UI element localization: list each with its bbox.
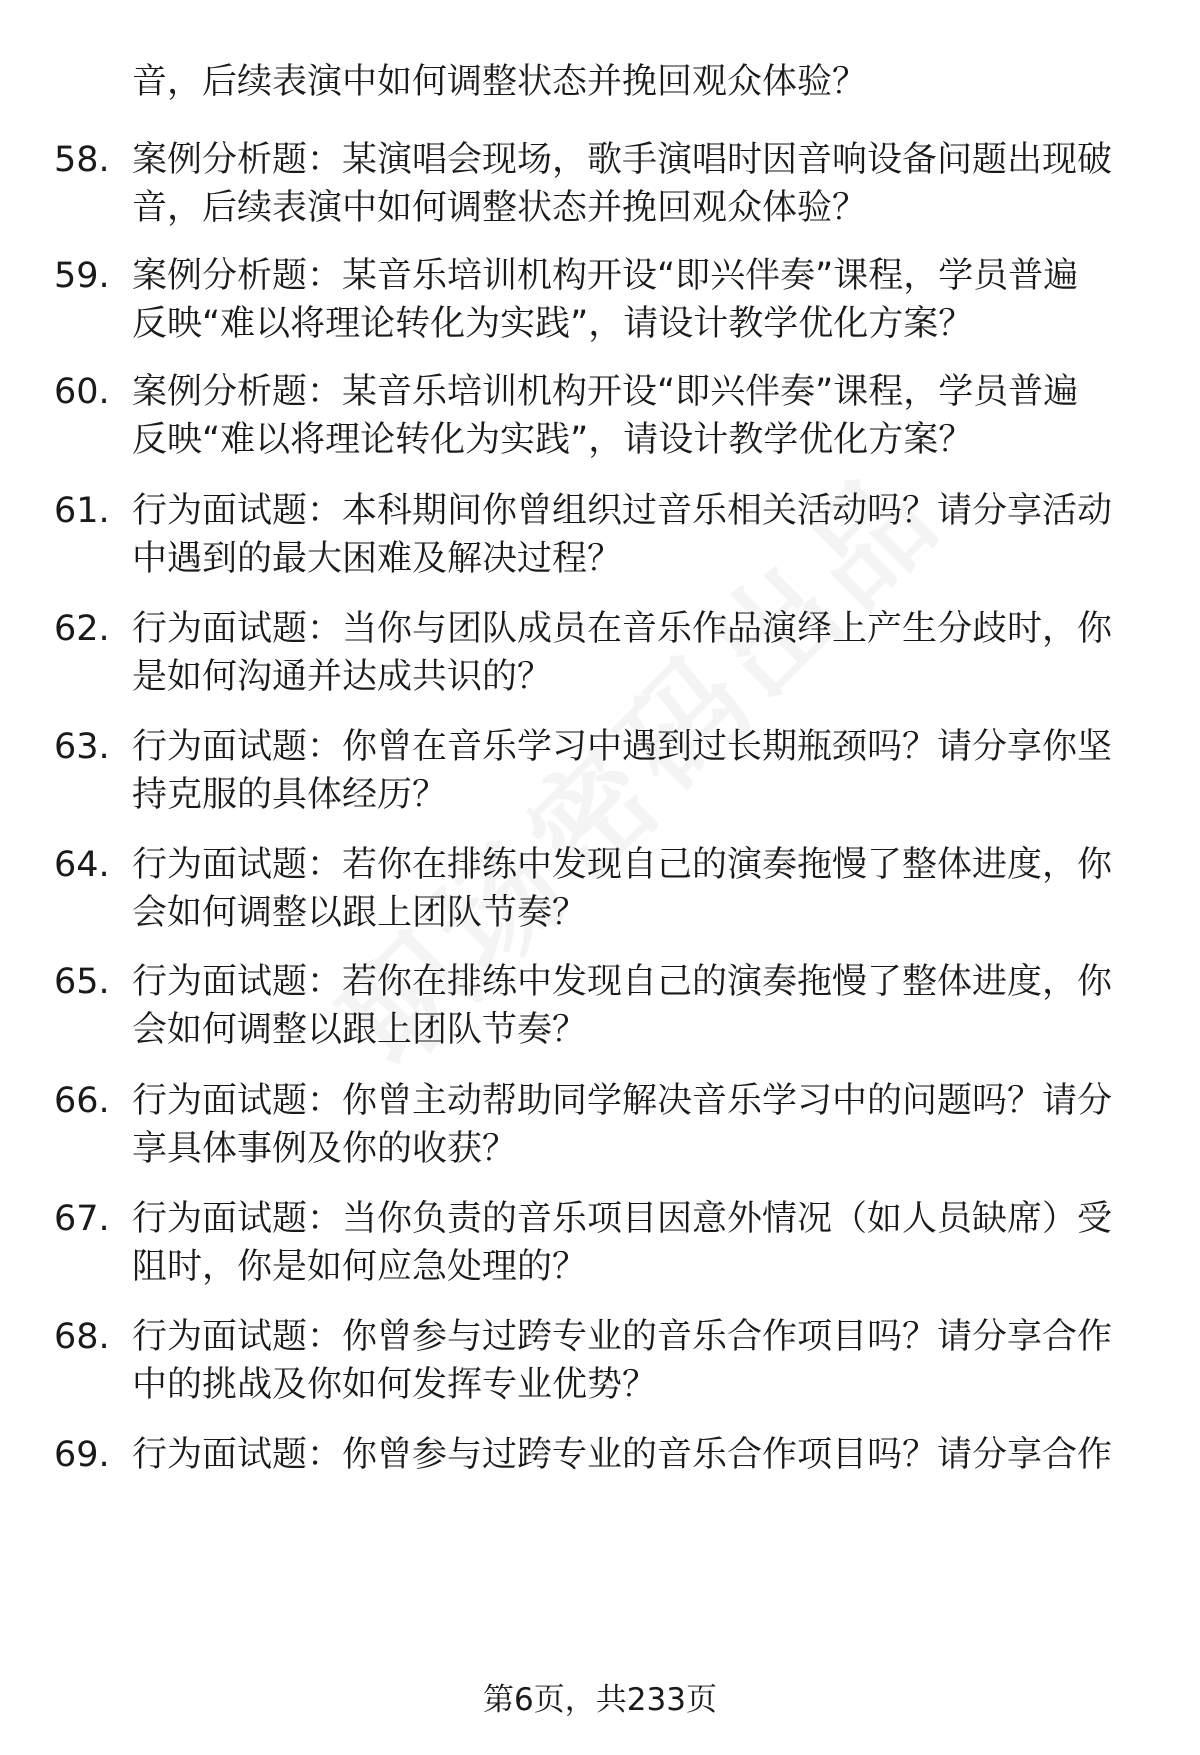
question-text: 行为面试题：当你负责的音乐项目因意外情况（如人员缺席）受 阻时，你是如何应急处理的？ <box>132 1199 1113 1287</box>
page-footer: 第6页，共233页 <box>483 1682 717 1718</box>
question-text: 行为面试题：若你在排练中发现自己的演奏拖慢了整体进度，你 会如何调整以跟上团队节奏？ <box>132 962 1113 1050</box>
question-text: 行为面试题：本科期间你曾组织过音乐相关活动吗？请分享活动 中遇到的最大困难及解决过程？ <box>132 491 1113 579</box>
question-text: 案例分析题：某演唱会现场，歌手演唱时因音响设备问题出现破 音，后续表演中如何调整状态并挽回观众体验？ <box>132 140 1113 228</box>
question-number: 63. <box>54 727 110 767</box>
question-number: 61. <box>54 491 110 531</box>
question-text: 案例分析题：某音乐培训机构开设“即兴伴奏”课程，学员普遍 反映“难以将理论转化为实践”，请设计教学优化方案？ <box>132 372 1079 460</box>
question-text: 行为面试题：你曾在音乐学习中遇到过长期瓶颈吗？请分享你坚 持克服的具体经历？ <box>132 727 1113 815</box>
question-item <box>0 605 1200 701</box>
question-item <box>0 1077 1200 1173</box>
question-number: 58. <box>54 140 110 180</box>
question-item <box>0 723 1200 819</box>
question-number: 67. <box>54 1199 110 1239</box>
question-number: 64. <box>54 845 110 885</box>
question-item <box>0 1431 1200 1527</box>
question-number: 65. <box>54 962 110 1002</box>
question-number: 69. <box>54 1435 110 1475</box>
question-number: 62. <box>54 609 110 649</box>
question-text: 行为面试题：若你在排练中发现自己的演奏拖慢了整体进度，你 会如何调整以跟上团队节奏？ <box>132 845 1113 933</box>
question-item <box>0 136 1200 232</box>
question-item <box>0 252 1200 348</box>
question-item <box>0 841 1200 937</box>
question-item <box>0 958 1200 1054</box>
question-item <box>0 1195 1200 1291</box>
question-text: 案例分析题：某音乐培训机构开设“即兴伴奏”课程，学员普遍 反映“难以将理论转化为实践”，请设计教学优化方案？ <box>132 256 1079 344</box>
continued-text: 音，后续表演中如何调整状态并挽回观众体验？ <box>132 62 868 102</box>
question-number: 60. <box>54 372 110 412</box>
question-number: 66. <box>54 1081 110 1121</box>
question-item <box>0 487 1200 583</box>
question-item <box>0 1313 1200 1409</box>
question-item <box>0 368 1200 464</box>
question-text: 行为面试题：你曾参与过跨专业的音乐合作项目吗？请分享合作 中的挑战及你如何发挥专业优势？ <box>132 1317 1113 1405</box>
question-number: 68. <box>54 1317 110 1357</box>
question-text: 行为面试题：你曾主动帮助同学解决音乐学习中的问题吗？请分 享具体事例及你的收获？ <box>132 1081 1113 1169</box>
question-text: 行为面试题：当你与团队成员在音乐作品演绎上产生分歧时，你 是如何沟通并达成共识的？ <box>132 609 1113 697</box>
question-number: 59. <box>54 256 110 296</box>
question-text: 行为面试题：你曾参与过跨专业的音乐合作项目吗？请分享合作 <box>132 1435 1113 1475</box>
